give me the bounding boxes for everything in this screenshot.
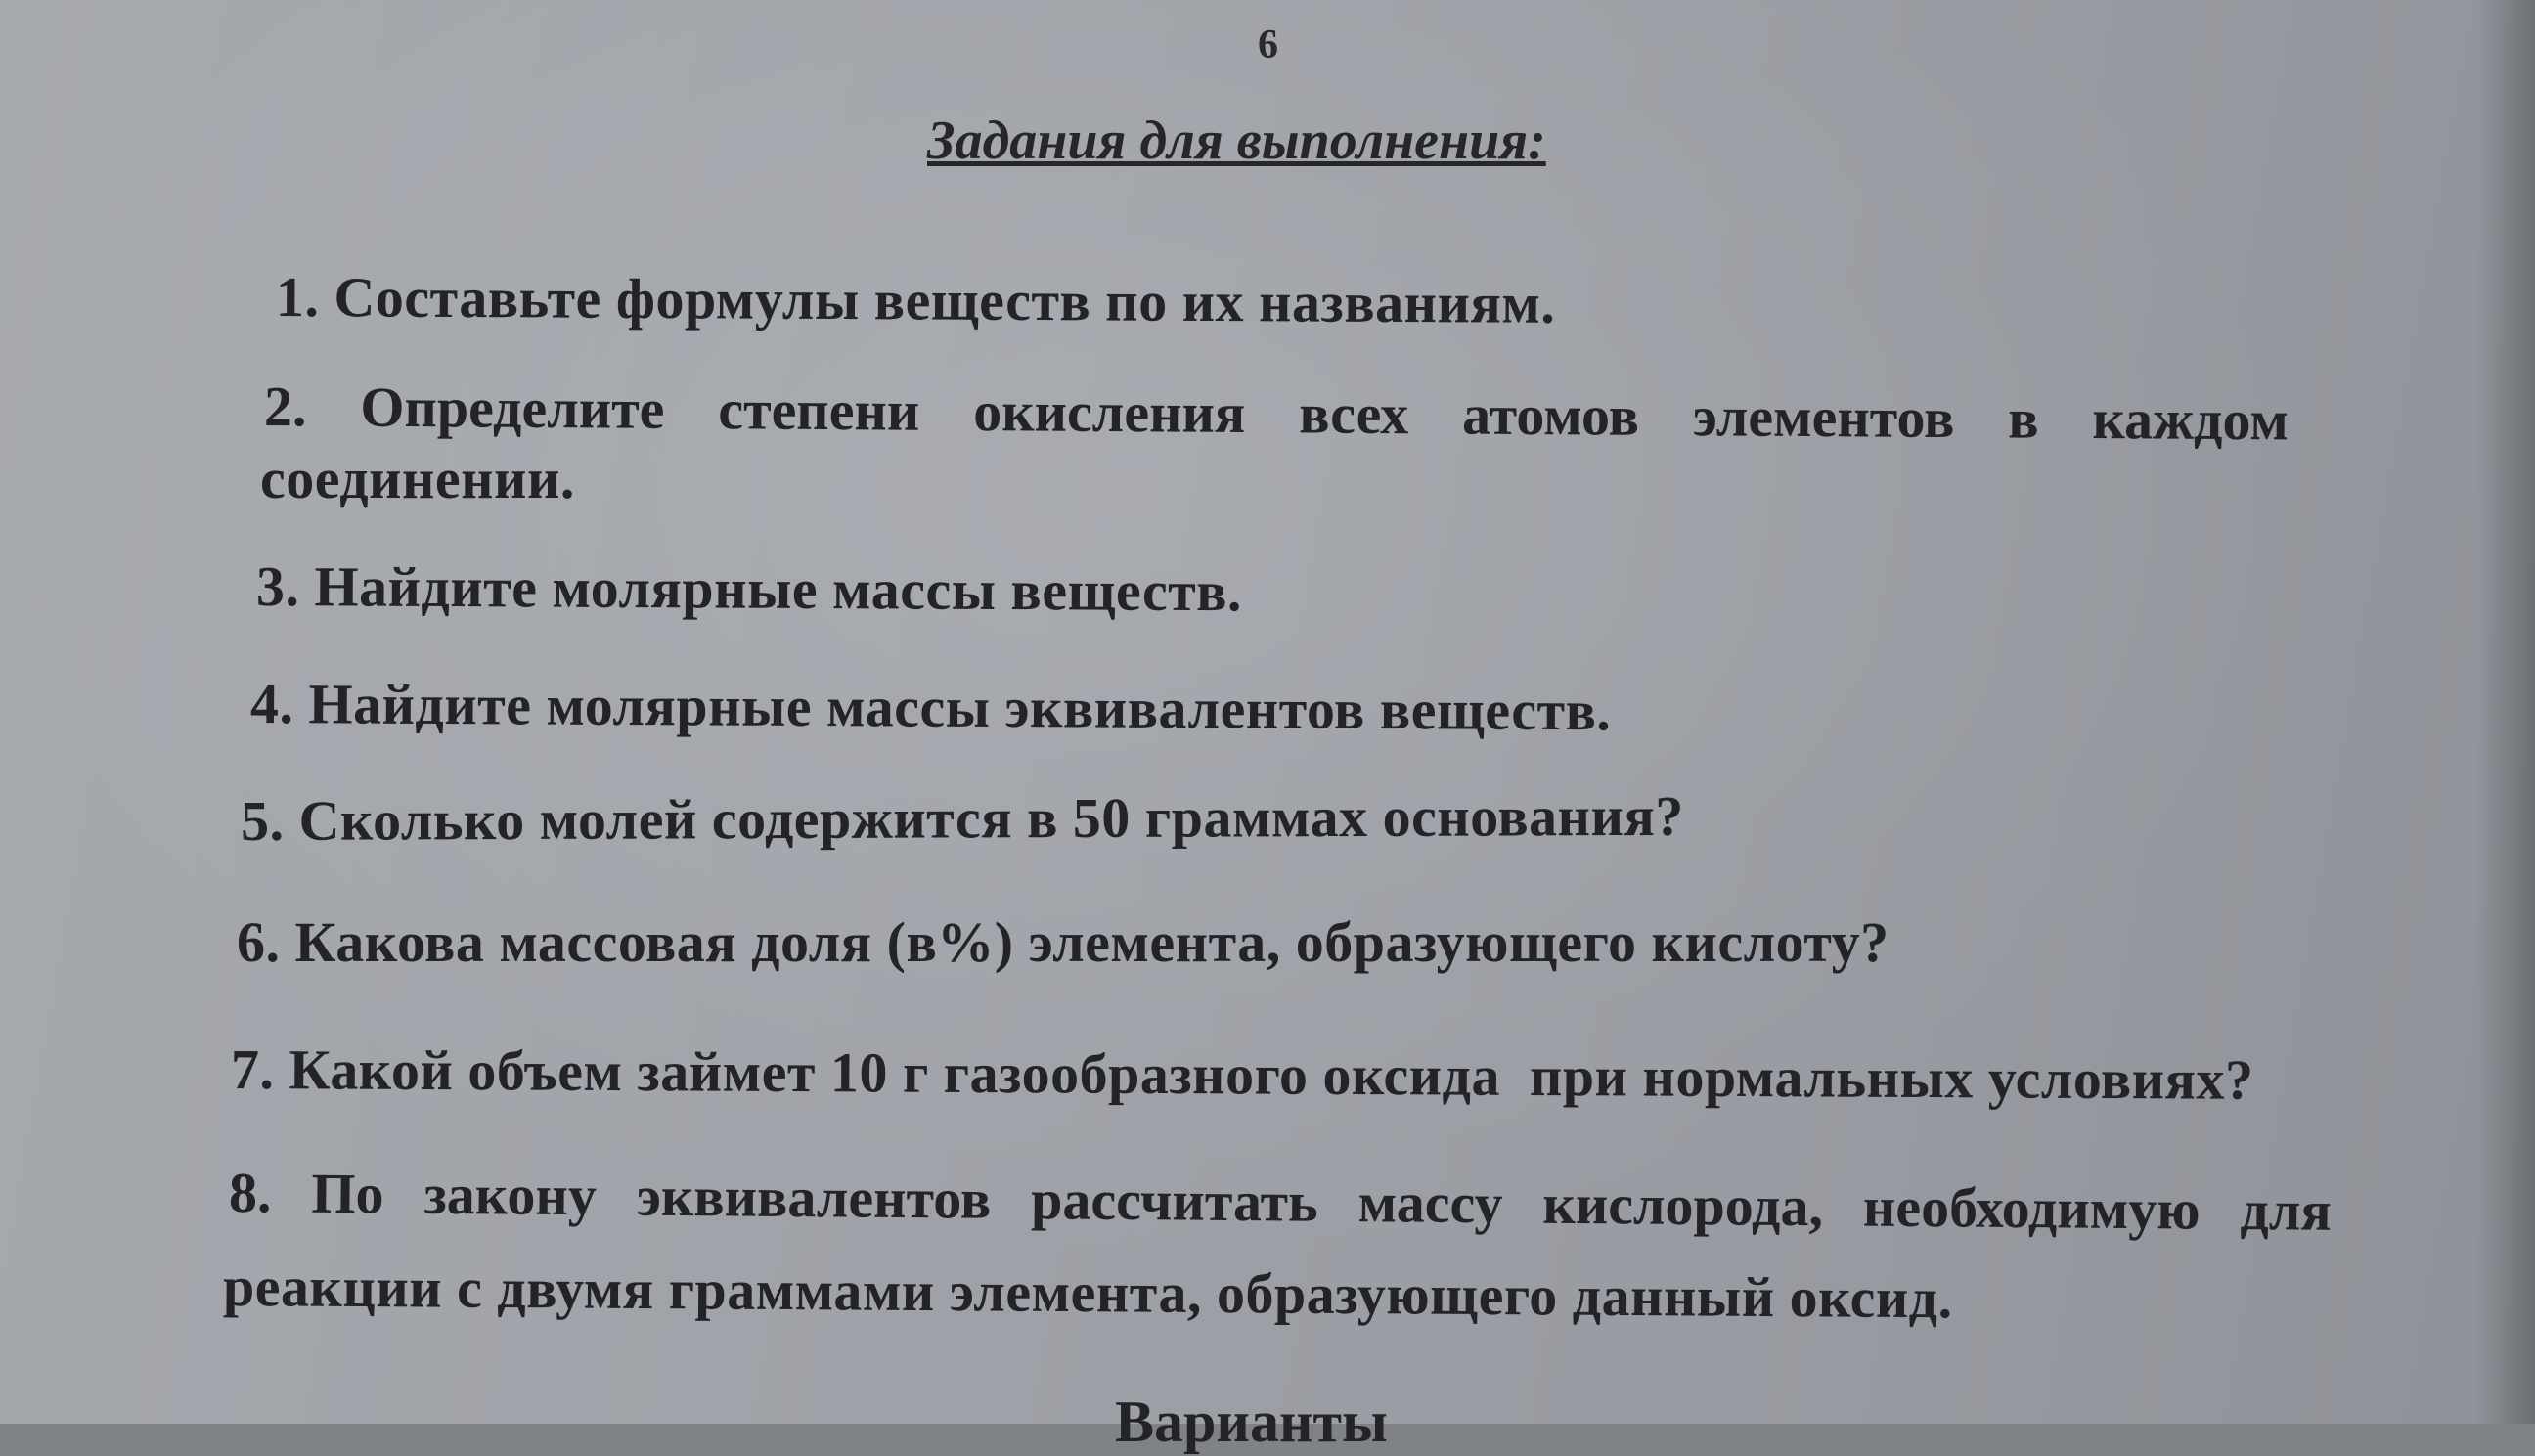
page-edge-shadow — [2476, 0, 2535, 1424]
section-heading: Задания для выполнения: — [927, 110, 1546, 171]
task-2-word: элементов — [1692, 384, 1955, 451]
task-8-end: . — [1937, 1266, 1953, 1331]
task-8-word: эквивалентов — [636, 1164, 992, 1231]
task-3: 3. Найдите молярные массы веществ. — [255, 554, 1243, 624]
task-8-word: массу — [1357, 1170, 1503, 1236]
task-5 — [241, 783, 1684, 854]
task-6-text: 6. Какова массовая доля (в%) элемента, образующего — [237, 910, 1652, 974]
task-2-word: каждом — [2092, 387, 2290, 453]
task-2-line-1 — [264, 374, 2289, 453]
task-7 — [231, 1037, 2254, 1113]
task-5-end: ? — [1655, 783, 1684, 848]
page-number: 6 — [1258, 22, 1278, 67]
task-4: 4. Найдите молярные массы эквивалентов веществ. — [249, 672, 1612, 743]
task-8-line-1 — [229, 1160, 2333, 1244]
task-2-line-2: соединении. — [260, 447, 575, 510]
next-section-heading-partial: Варианты — [1115, 1390, 1388, 1454]
task-5-bold-term: основания — [1382, 783, 1656, 849]
task-6-end: ? — [1860, 910, 1890, 974]
task-2-word: степени — [718, 377, 920, 443]
task-8-word: закону — [423, 1162, 598, 1228]
task-8-word: По — [311, 1161, 384, 1226]
task-8-word: для — [2240, 1177, 2333, 1243]
task-8-word: необходимую — [1862, 1174, 2201, 1242]
task-2-word: окисления — [973, 379, 1246, 446]
task-8-text: реакции с двумя граммами элемента, образующего данный — [222, 1255, 1790, 1330]
task-6 — [237, 909, 1890, 975]
task-2-word: Определите — [360, 375, 665, 441]
task-2-word: атомов — [1461, 382, 1640, 448]
task-8-word: кислорода, — [1542, 1171, 1824, 1239]
task-5-text: 5. Сколько молей содержится в 50 граммах — [240, 784, 1383, 853]
task-1: 1. Составьте формулы веществ по их названиям. — [275, 265, 1556, 335]
task-8-word: рассчитать — [1030, 1168, 1319, 1234]
task-2-word: всех — [1298, 381, 1409, 447]
task-8-bold-term: оксид — [1789, 1265, 1938, 1331]
task-7-text: 7. Какой объем займет 10 г газообразного — [230, 1037, 1323, 1107]
task-8-word: 8. — [228, 1161, 272, 1225]
task-6-bold-term: кислоту — [1651, 910, 1861, 974]
task-2-word: в — [2008, 386, 2039, 451]
task-2-word: 2. — [263, 375, 307, 439]
task-7-end: при нормальных условиях? — [1499, 1043, 2254, 1112]
task-8-line-2 — [223, 1254, 1953, 1331]
task-7-bold-term: оксида — [1322, 1042, 1501, 1108]
